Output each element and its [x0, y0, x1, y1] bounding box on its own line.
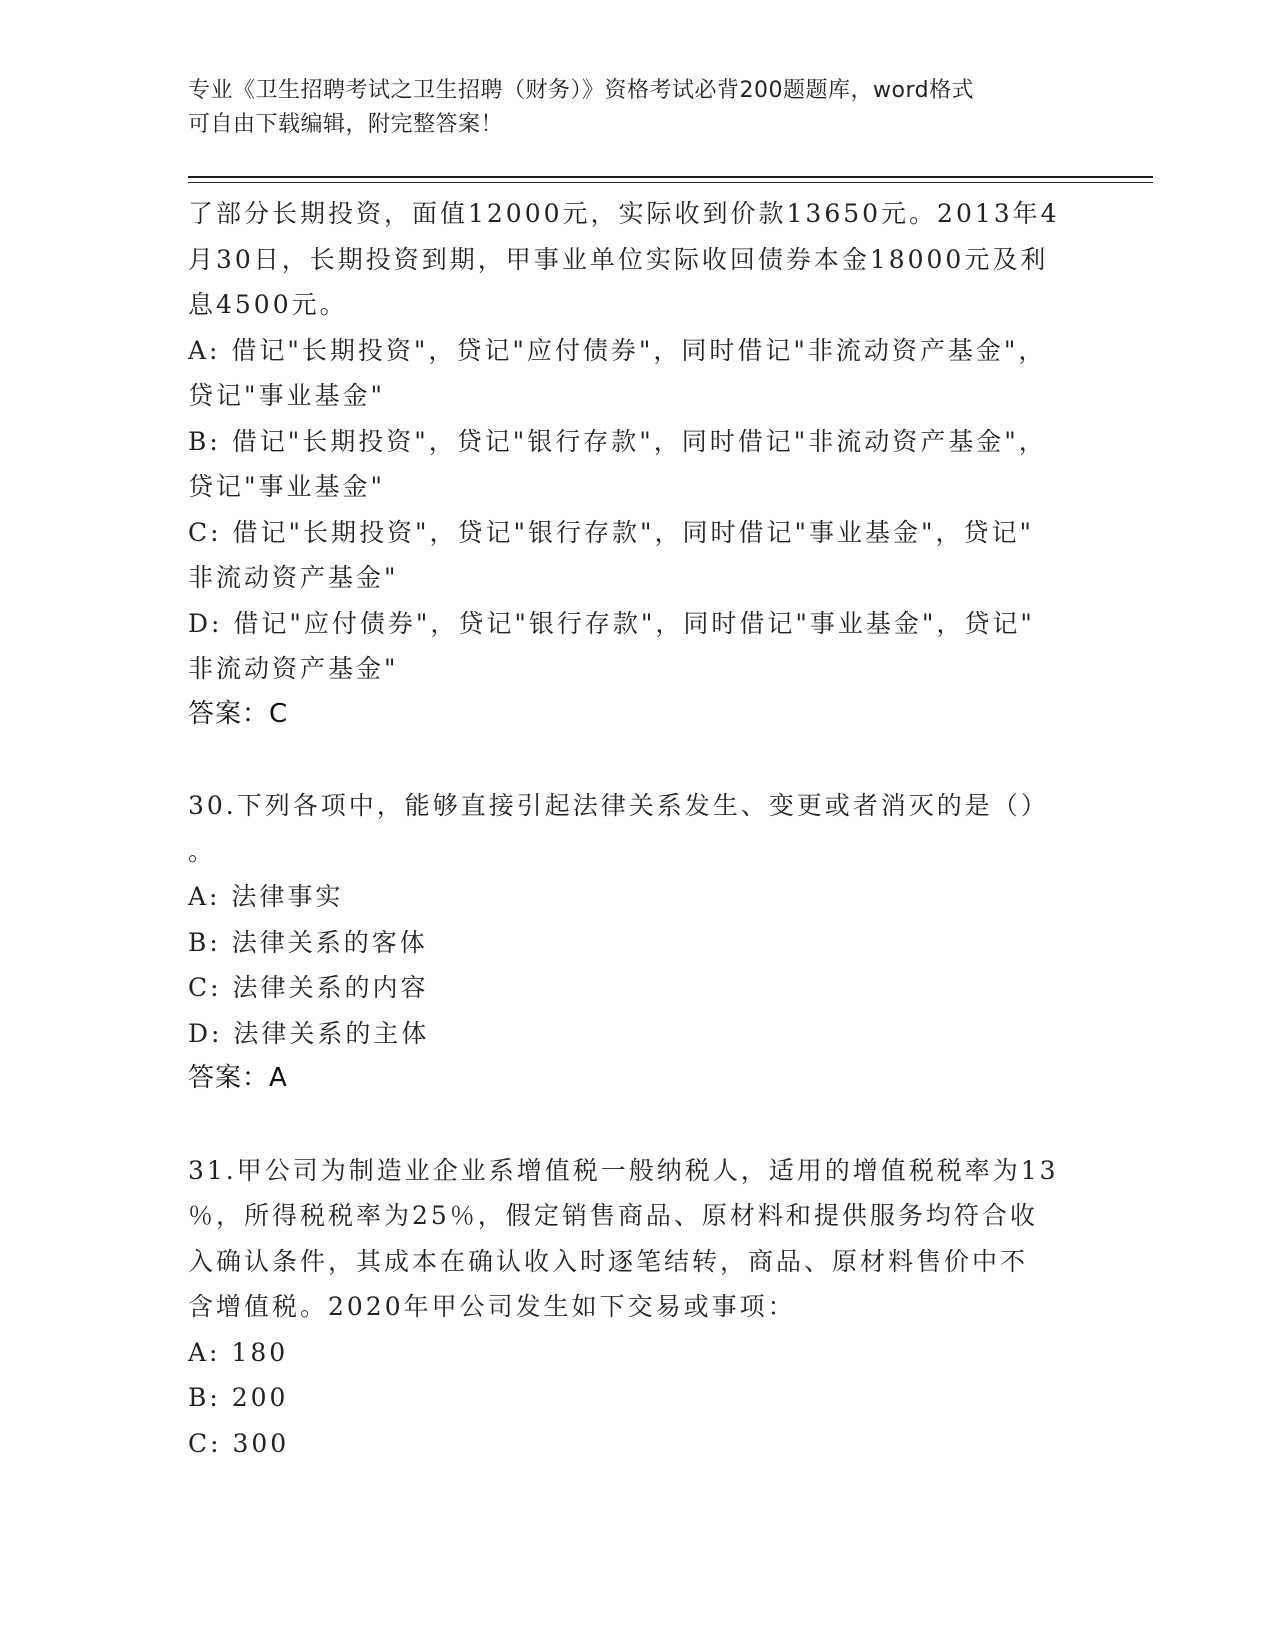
- question-stem-line: 。: [188, 836, 217, 866]
- option-b-line-2: 贷记"事业基金": [188, 472, 385, 501]
- option-c-line-2: 非流动资产基金": [188, 563, 399, 592]
- question-29: [188, 191, 1088, 737]
- answer-label: 答案：C: [188, 698, 289, 729]
- question-stem-line: 了部分长期投资，面值12000元，实际收到价款13650元。2013年4: [188, 199, 1060, 228]
- question-30: [188, 783, 1088, 1102]
- spacer: [188, 1102, 1088, 1148]
- option-d: D: 法律关系的主体: [188, 1018, 430, 1048]
- option-c-line-1: C: 借记"长期投资"，贷记"银行存款"，同时借记"事业基金"，贷记": [188, 517, 1034, 547]
- header-title-line-2: 可自由下载编辑，附完整答案！: [188, 112, 504, 137]
- option-d-line-2: 非流动资产基金": [188, 654, 399, 683]
- spacer: [188, 737, 1088, 783]
- document-header: [188, 74, 1088, 142]
- option-d-line-1: D: 借记"应付债券"，贷记"银行存款"，同时借记"事业基金"，贷记": [188, 608, 1035, 638]
- option-b: B: 200: [188, 1383, 289, 1412]
- header-title-line-1: 专业《卫生招聘考试之卫生招聘（财务）》资格考试必背200题题库，word格式: [188, 78, 975, 103]
- option-a-line-2: 贷记"事业基金": [188, 381, 385, 410]
- option-c: C: 法律关系的内容: [188, 973, 429, 1002]
- answer-label: 答案：A: [188, 1063, 288, 1093]
- option-c: C: 300: [188, 1428, 290, 1458]
- option-b: B: 法律关系的客体: [188, 927, 428, 957]
- header-divider-thin: [188, 182, 1153, 183]
- question-stem-line: 息4500元。: [188, 290, 348, 319]
- question-31: [188, 1148, 1088, 1467]
- question-content: [188, 191, 1088, 1466]
- question-stem-line: 30.下列各项中，能够直接引起法律关系发生、变更或者消灭的是（）: [188, 791, 1049, 820]
- option-a: A: 180: [188, 1337, 289, 1367]
- header-divider-thick: [188, 176, 1153, 178]
- question-stem-line: 31.甲公司为制造业企业系增值税一般纳税人，适用的增值税税率为13: [188, 1155, 1059, 1185]
- question-stem-line: ％，所得税税率为25％，假定销售商品、原材料和提供服务均符合收: [188, 1201, 1038, 1230]
- option-a: A: 法律事实: [188, 882, 344, 911]
- question-stem-line: 含增值税。2020年甲公司发生如下交易或事项：: [188, 1292, 796, 1321]
- option-b-line-1: B: 借记"长期投资"，贷记"银行存款"，同时借记"非流动资产基金"，: [188, 426, 1047, 456]
- question-stem-line: 入确认条件，其成本在确认收入时逐笔结转，商品、原材料售价中不: [188, 1246, 1029, 1276]
- question-stem-line: 月30日，长期投资到期，甲事业单位实际收回债券本金18000元及利: [188, 244, 1049, 274]
- option-a-line-1: A: 借记"长期投资"，贷记"应付债券"，同时借记"非流动资产基金"，: [188, 335, 1047, 365]
